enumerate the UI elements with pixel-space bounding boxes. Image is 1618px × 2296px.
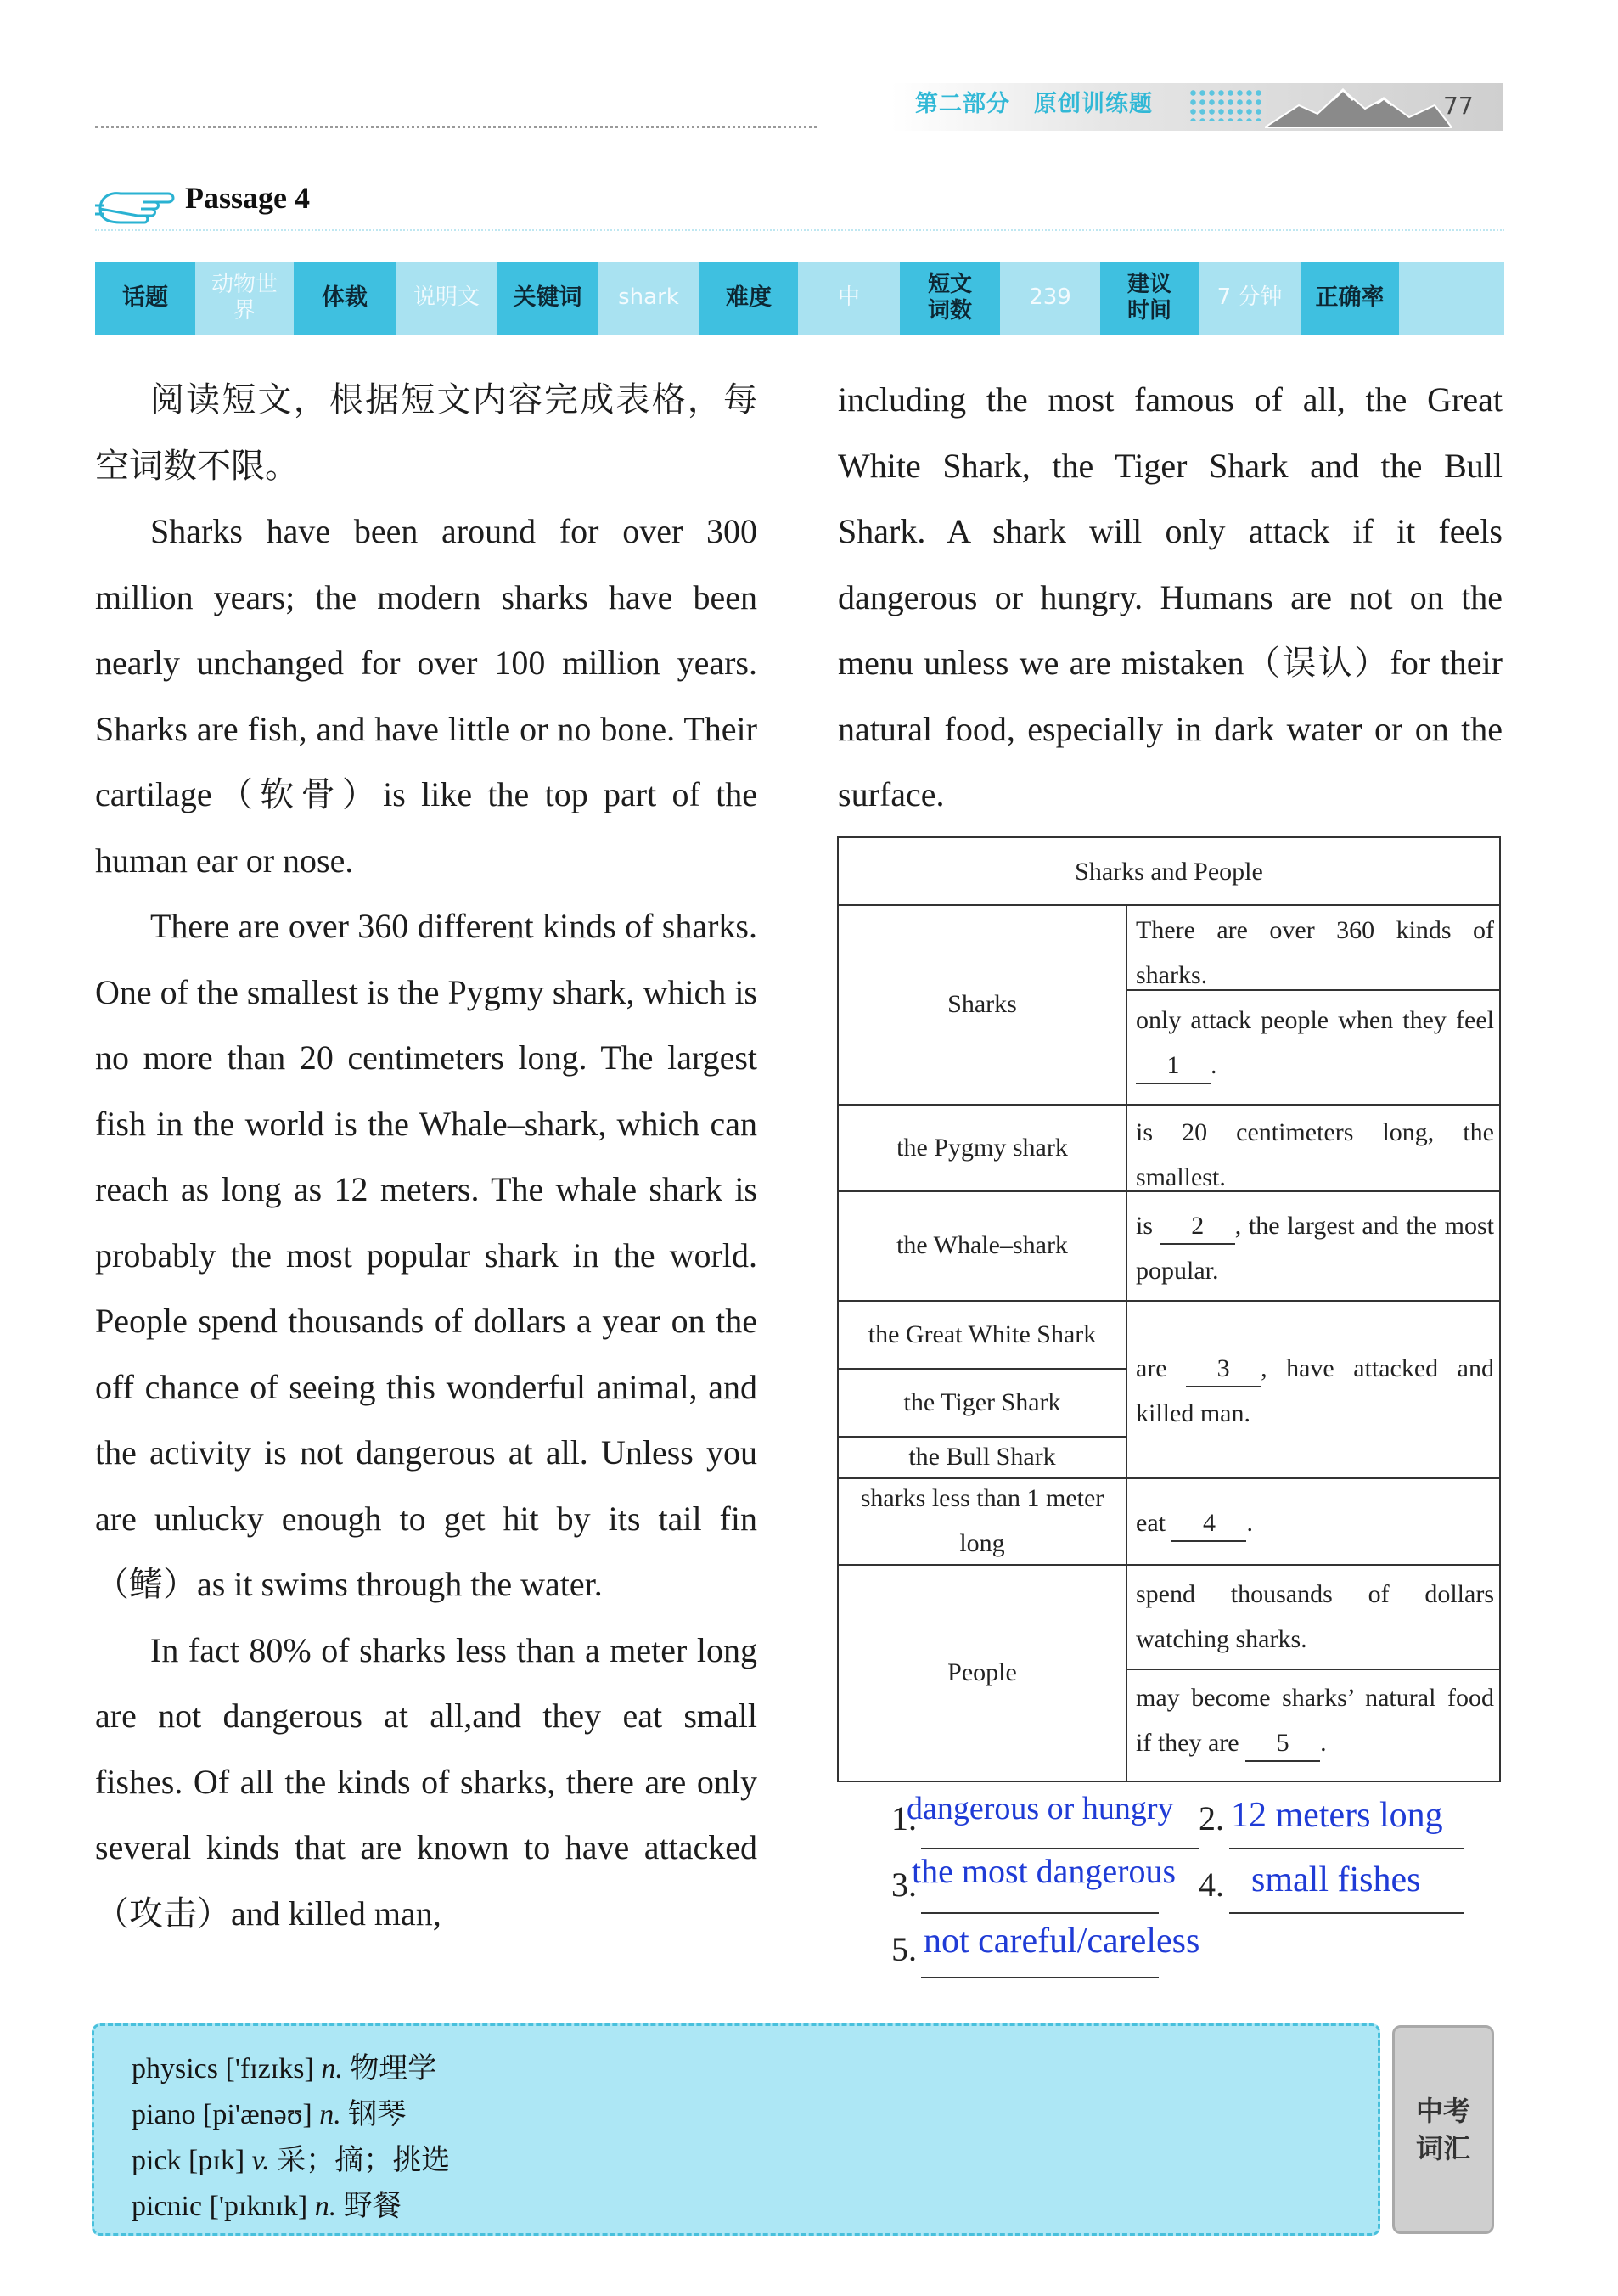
people-spend-text: spend thousands of dollars watching sharks. bbox=[1136, 1580, 1494, 1653]
info-key-keyword: 关键词 bbox=[497, 262, 598, 335]
sharks-attack-text: only attack people when they feel bbox=[1136, 1006, 1494, 1034]
vocab-meaning: 物理学 bbox=[350, 2053, 437, 2085]
row-label-bull: the Bull Shark bbox=[908, 1443, 1056, 1471]
row-label-people: People bbox=[947, 1658, 1017, 1686]
vocab-ipa: ['pɪknɪk] bbox=[209, 2191, 308, 2222]
answer-number-2: 2. bbox=[1199, 1799, 1224, 1837]
pygmy-desc: is 20 centimeters long, the smallest. bbox=[1136, 1118, 1494, 1191]
header-dotted-rule bbox=[95, 126, 817, 128]
answer-number-4: 4. bbox=[1199, 1866, 1224, 1904]
info-value-genre: 说明文 bbox=[396, 262, 497, 335]
vocab-meaning: 野餐 bbox=[343, 2191, 402, 2222]
sharks-attack-cell: only attack people when they feel 1 . bbox=[1127, 996, 1499, 1104]
row-label-whale-shark: the Whale–shark bbox=[896, 1231, 1068, 1259]
whale-shark-cell bbox=[1127, 1201, 1499, 1300]
vocab-meaning: 采；摘；挑选 bbox=[277, 2145, 451, 2176]
paragraph-1: Sharks have been around for over 300 million years; the modern sharks have been nearly unchanged for over 100 million years. Sharks are fish, and have little or no bone. Their cartilage（软骨）is like the top part of the human ear or nose. bbox=[95, 512, 757, 880]
answer-number-1: 1. bbox=[891, 1799, 917, 1837]
answer-line-2 bbox=[1229, 1848, 1464, 1849]
passage-right-column bbox=[838, 367, 1503, 828]
dangerous-kinds-cell bbox=[1127, 1344, 1499, 1446]
paragraph-3-end: including the most famous of all, the Great White Shark, the Tiger Shark and the Bull Shark. A shark will only attack if it feels dangerous or hungry. Humans are not on the menu unless we are mistaken（误认）for their natural food, especially in dark water or on the surface. bbox=[838, 380, 1503, 813]
header-section-title: 第二部分 原创训练题 bbox=[915, 91, 1153, 117]
whale-shark-pre: is bbox=[1136, 1212, 1154, 1240]
row-label-small-sharks: sharks less than 1 meter long bbox=[860, 1484, 1104, 1557]
vocab-ipa: [pi'ænəʊ] bbox=[203, 2099, 312, 2130]
vocab-entry bbox=[132, 2091, 406, 2132]
passage-left-column bbox=[95, 367, 757, 1946]
dangerous-kinds-pre: are bbox=[1136, 1354, 1167, 1382]
vocab-entry bbox=[132, 2182, 402, 2224]
answer-text-5: not careful/careless bbox=[924, 1922, 1200, 1961]
info-value-keyword: shark bbox=[598, 262, 699, 335]
pointing-hand-icon bbox=[95, 180, 180, 228]
answer-line-4 bbox=[1229, 1912, 1464, 1914]
vocab-word: physics bbox=[132, 2053, 218, 2085]
vocab-word: picnic bbox=[132, 2191, 203, 2222]
info-key-topic: 话题 bbox=[95, 262, 195, 335]
paragraph-3-start: In fact 80% of sharks less than a meter long are not dangerous at all,and they eat small fishes. Of all the kinds of sharks, there are only several kinds that are known to have attacked（攻击）and killed man, bbox=[95, 1630, 757, 1933]
table-title: Sharks and People bbox=[1075, 857, 1263, 886]
small-sharks-pre: eat bbox=[1136, 1509, 1166, 1537]
vocab-meaning: 钢琴 bbox=[348, 2099, 407, 2130]
mountain-icon bbox=[1265, 80, 1452, 131]
vocab-word: pick bbox=[132, 2145, 182, 2176]
blank-2: 2 bbox=[1160, 1209, 1235, 1245]
info-key-genre: 体裁 bbox=[294, 262, 396, 335]
answer-text-1: dangerous or hungry bbox=[907, 1791, 1174, 1826]
vocab-pos: v. bbox=[251, 2145, 270, 2176]
answer-text-3: the most dangerous bbox=[912, 1852, 1177, 1890]
passage-info-bar bbox=[95, 262, 1504, 335]
row-label-tiger: the Tiger Shark bbox=[903, 1387, 1061, 1416]
vocab-ipa: ['fɪzɪks] bbox=[225, 2053, 314, 2085]
info-key-accuracy: 正确率 bbox=[1301, 262, 1399, 335]
row-label-great-white: the Great White Shark bbox=[868, 1320, 1097, 1348]
people-food-cell: may become sharks’ natural food if they are 5 . bbox=[1127, 1674, 1499, 1781]
whale-shark-post: , the largest and the most popular. bbox=[1136, 1212, 1494, 1285]
blank-5: 5 bbox=[1245, 1726, 1320, 1762]
vocab-word: piano bbox=[132, 2099, 196, 2130]
vocab-ipa: [pɪk] bbox=[188, 2145, 245, 2176]
answer-line-3 bbox=[921, 1912, 1159, 1914]
instruction-text: 阅读短文，根据短文内容完成表格，每空词数不限。 bbox=[95, 380, 757, 485]
vocabulary-box bbox=[92, 2023, 1380, 2236]
title-dotted-rule bbox=[95, 229, 1504, 231]
vocab-entry bbox=[132, 2045, 436, 2086]
blank-3: 3 bbox=[1186, 1352, 1261, 1387]
info-value-word-count: 239 bbox=[1000, 262, 1100, 335]
vocab-pos: n. bbox=[314, 2191, 337, 2222]
table-rule bbox=[1126, 1669, 1499, 1670]
info-value-accuracy bbox=[1399, 262, 1504, 335]
info-key-difficulty: 难度 bbox=[699, 262, 798, 335]
info-key-suggested-time: 建议时间 bbox=[1100, 262, 1199, 335]
answer-text-4: small fishes bbox=[1251, 1860, 1421, 1899]
sharks-and-people-table bbox=[837, 836, 1501, 1782]
info-key-word-count: 短文词数 bbox=[900, 262, 1000, 335]
side-tab-label: 中考词汇 bbox=[1415, 2095, 1470, 2164]
sharks-kinds-text: There are over 360 kinds of sharks. bbox=[1136, 916, 1494, 989]
blank-1: 1 bbox=[1136, 1049, 1211, 1084]
info-value-suggested-time: 7 分钟 bbox=[1199, 262, 1301, 335]
vocab-pos: n. bbox=[321, 2053, 343, 2085]
paragraph-2: There are over 360 different kinds of sharks. One of the smallest is the Pygmy shark, which is no more than 20 centimeters long. The largest fish in the world is the Whale–shark, which can reach as long as 12 meters. The whale shark is probably the most popular shark in the world. People spend thousands of dollars a year on the off chance of seeing this wonderful animal, and the activity is not dangerous at all. Unless you are unlucky enough to get hit by its tail fin（鳍）as it swims through the water. bbox=[95, 907, 757, 1603]
small-sharks-cell: eat 4 . bbox=[1127, 1499, 1499, 1550]
header-dot-pattern bbox=[1188, 88, 1261, 121]
info-value-difficulty: 中 bbox=[798, 262, 900, 335]
info-value-topic: 动物世界 bbox=[195, 262, 294, 335]
dangerous-kinds-post: , have attacked and killed man. bbox=[1136, 1354, 1494, 1427]
answer-line-5 bbox=[921, 1977, 1159, 1978]
page-number: 77 bbox=[1443, 92, 1474, 120]
row-label-sharks: Sharks bbox=[947, 990, 1017, 1018]
vocab-side-tab bbox=[1392, 2025, 1494, 2234]
vocab-entry bbox=[132, 2136, 450, 2178]
row-label-pygmy: the Pygmy shark bbox=[896, 1133, 1068, 1162]
answer-line-1 bbox=[921, 1848, 1199, 1849]
answer-number-5: 5. bbox=[891, 1930, 917, 1968]
passage-title: Passage 4 bbox=[185, 181, 310, 215]
answer-text-2: 12 meters long bbox=[1231, 1796, 1443, 1835]
people-food-text: may become sharks’ natural food if they are bbox=[1136, 1684, 1494, 1757]
blank-4: 4 bbox=[1171, 1506, 1246, 1542]
answer-number-3: 3. bbox=[891, 1866, 917, 1904]
vocab-pos: n. bbox=[319, 2099, 341, 2130]
